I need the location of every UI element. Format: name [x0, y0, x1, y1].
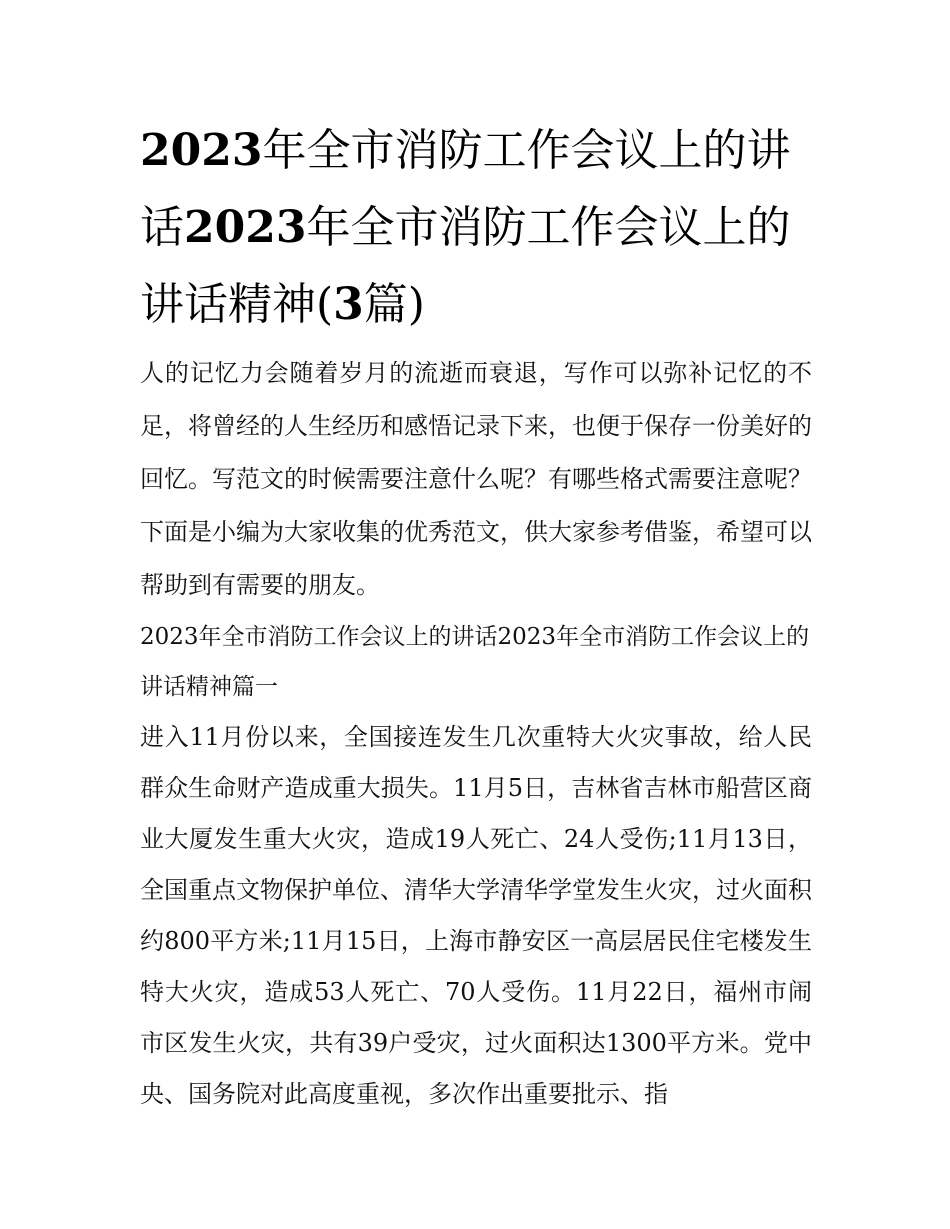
title-part: 年全市消防工作会议上的讲话 [140, 125, 791, 253]
title-part: 篇) [363, 279, 425, 330]
title-part: 年全市消防工作会议上的讲话精神( [140, 202, 791, 330]
document-title [140, 112, 812, 343]
intro-paragraph: 人的记忆力会随着岁月的流逝而衰退，写作可以弥补记忆的不足，将曾经的人生经历和感悟记录下来，也便于保存一份美好的回忆。写范文的时候需要注意什么呢？有哪些格式需要注意呢？下面是小编为大家收集的优秀范文，供大家参考借鉴，希望可以帮助到有需要的朋友。 [140, 359, 812, 599]
title-part: 3 [333, 279, 364, 330]
section-heading: 2023年全市消防工作会议上的讲话2023年全市消防工作会议上的讲话精神篇一 [140, 624, 810, 700]
document-page [140, 112, 812, 1120]
body-paragraph: 进入11月份以来，全国接连发生几次重特大火灾事故，给人民群众生命财产造成重大损失。11月5日，吉林省吉林市船营区商业大厦发生重大火灾，造成19人死亡、24人受伤;11月13日，全国重点文物保护单位、清华大学清华学堂发生火灾，过火面积约800平方米;11月15日，上海市静安区一高层居民住宅楼发生特大火灾，造成53人死亡、70人受伤。11月22日，福州市闹市区发生火灾，共有39户受灾，过火面积达1300平方米。党中央、国务院对此高度重视，多次作出重要批示、指 [140, 723, 812, 1108]
title-part: 2023 [184, 202, 307, 253]
title-part: 2023 [140, 125, 263, 176]
